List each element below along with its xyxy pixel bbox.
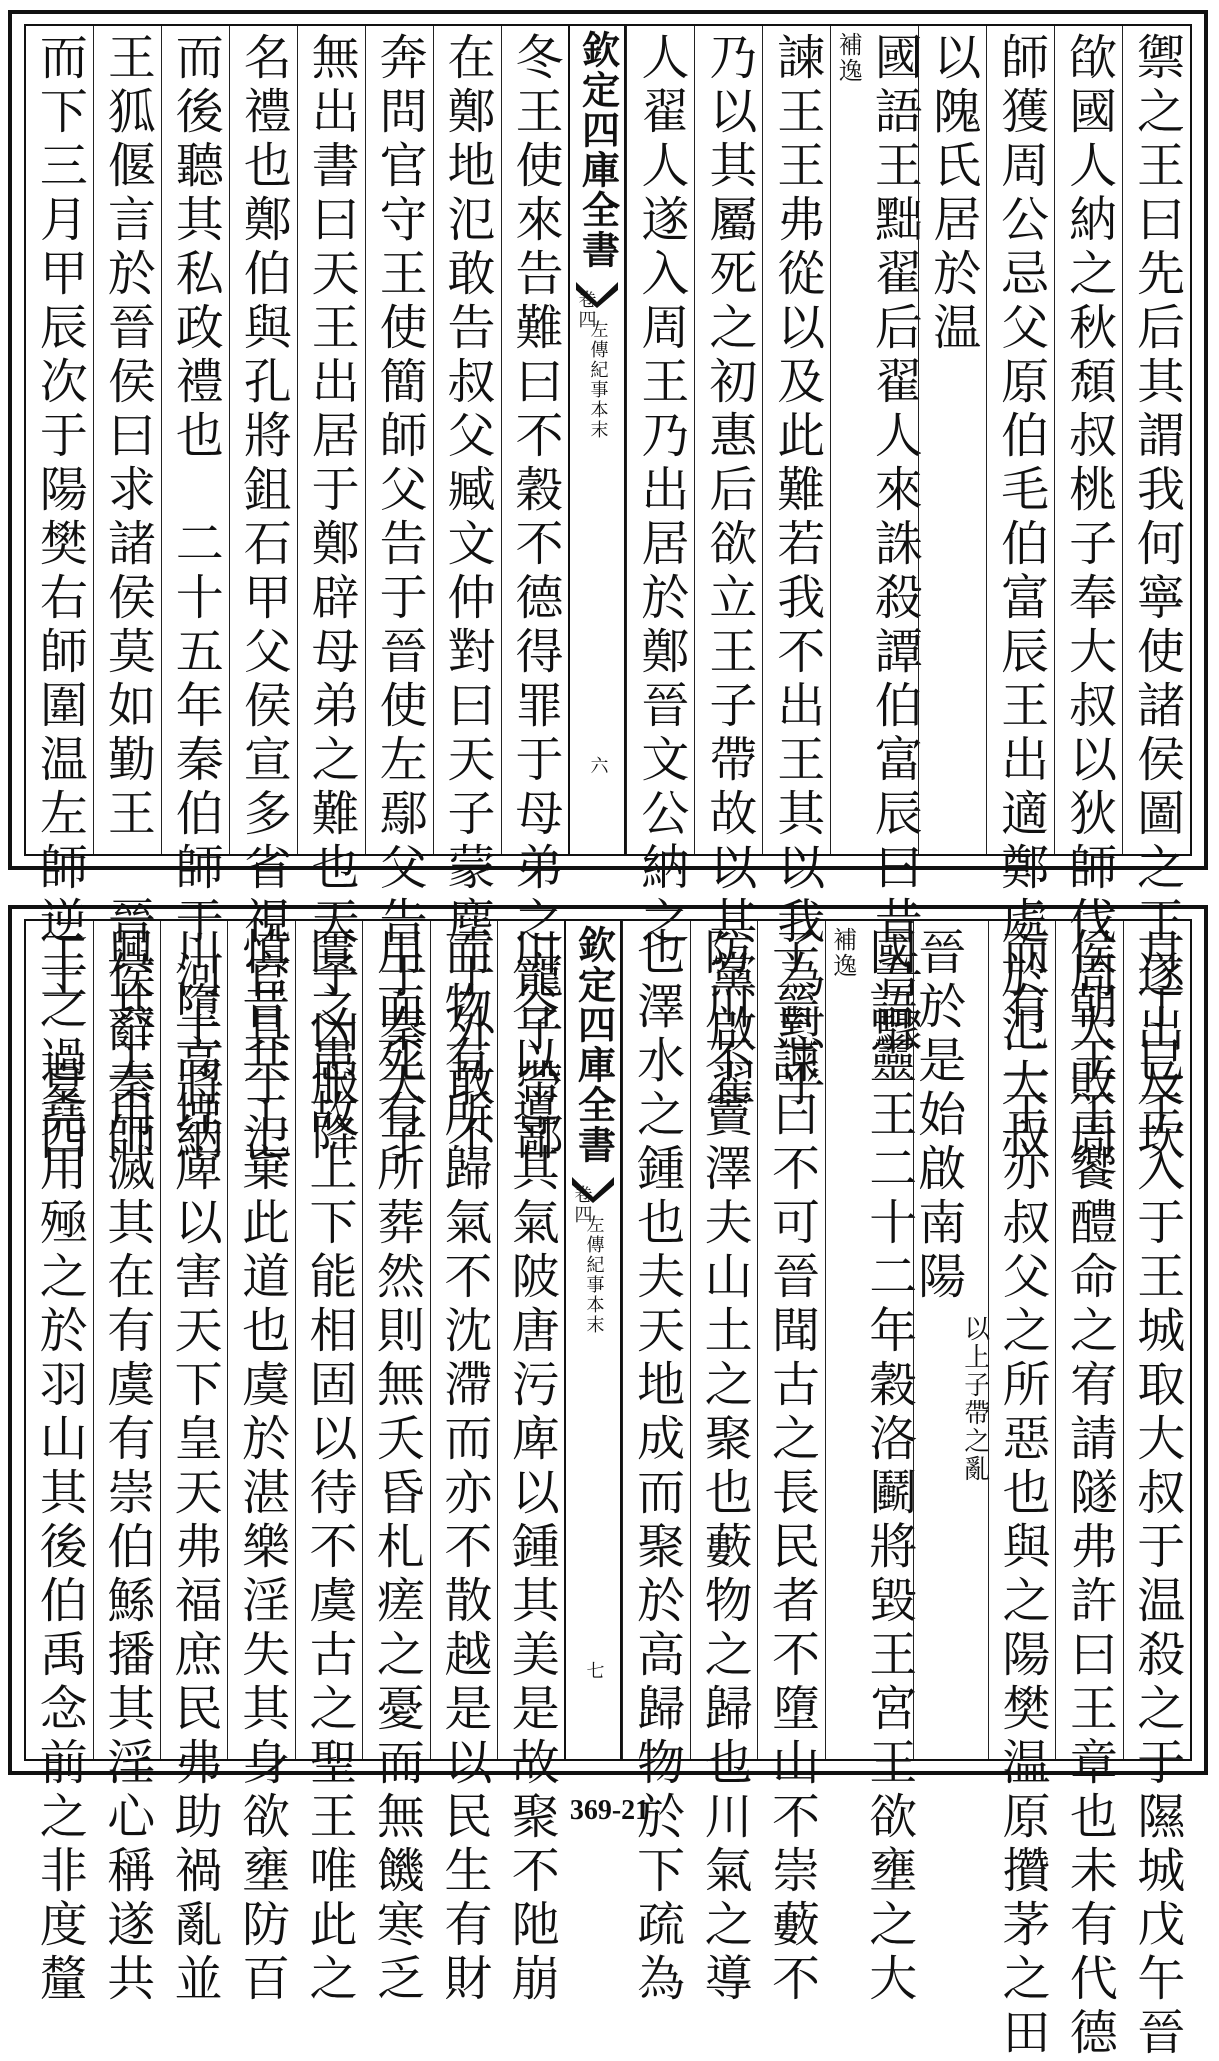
text-column	[918, 26, 986, 854]
column-text: 王狐偃言於晉侯曰求諸侯莫如勤王 晉侯辭秦師	[99, 32, 156, 1166]
column-text: 興共工用滅其在有虞有崇伯鯀播其淫心稱遂共	[98, 927, 155, 2007]
text-column	[93, 921, 160, 2007]
text-column	[825, 921, 917, 2007]
column-text: 而物有所歸氣不沈滯而亦不散越是以民生有財	[435, 927, 492, 2007]
text-column	[433, 26, 501, 1166]
book-title: 左傳紀事本末	[583, 1215, 605, 1335]
column-text: 師獲周公忌父原伯毛伯富辰王出適鄭處於氾大叔	[992, 32, 1049, 1166]
text-column	[229, 26, 297, 1166]
column-text: 工之過堯用殛之於羽山其後伯禹念前之非度釐	[31, 927, 88, 2007]
text-column	[1122, 26, 1190, 1166]
text-column	[161, 26, 229, 1166]
text-column	[430, 921, 497, 2007]
page-footer-number: 369-21	[569, 1795, 650, 1826]
text-column	[26, 921, 92, 2007]
volume-label: 卷四	[575, 290, 597, 330]
collection-title: 欽定四庫全書	[571, 925, 617, 1165]
column-text: 防川不竇澤夫山土之聚也藪物之歸也川氣之導	[696, 927, 753, 2007]
column-text: 乃以其屬死之初惠后欲立王子帶故以其黨啟翟	[700, 32, 757, 1112]
column-text: 川谷以導其氣陂唐污庳以鍾其美是故聚不阤崩	[503, 927, 560, 2007]
text-column	[622, 921, 689, 2007]
column-text: 用而死有所葬然則無夭昏札瘥之憂而無饑寒乏	[368, 927, 425, 2007]
text-column	[909, 921, 990, 1759]
text-column	[160, 921, 227, 2007]
text-column	[297, 26, 365, 1166]
collection-title: 欽定四庫全書	[575, 30, 621, 270]
text-column	[757, 921, 824, 2007]
leaf-number: 七	[583, 1661, 605, 1679]
column-text: 冬王使來告難曰不穀不德得罪于母弟之寵子帶鄙	[506, 32, 563, 1166]
text-column	[227, 921, 294, 2007]
column-text: 慎昔共工棄此道也虞於湛樂淫失其身欲壅防百	[233, 927, 290, 2007]
text-column	[986, 26, 1054, 1166]
page-gutter	[564, 921, 622, 1759]
text-column	[93, 26, 161, 1166]
column-text: 也澤水之鍾也夫天地成而聚於高歸物於下疏為	[628, 927, 685, 2007]
column-text: 晉於是始啟南陽	[909, 927, 966, 1305]
column-text: 而有二王亦叔父之所惡也與之陽樊温原攢茅之田	[993, 927, 1050, 2061]
page-gutter	[568, 26, 626, 854]
column-text: 禦之王曰先后其謂我何寧使諸侯圖之王遂出及坎	[1128, 32, 1185, 1166]
column-text: 人翟人遂入周王乃出居於鄭晉文公納之	[632, 32, 689, 950]
column-text: 而後聽其私政禮也 二十五年秦伯師于河上將納	[167, 32, 224, 1166]
column-text: 月丁巳王入于王城取大叔于温殺之于隰城戊午晉	[1128, 927, 1185, 2061]
text-column	[690, 921, 757, 2007]
text-column	[501, 26, 569, 1166]
supplement-tag: 補逸	[834, 32, 863, 84]
text-column	[295, 921, 362, 2007]
column-text: 無出書曰天王出居于鄭辟母弟之難也天子凶服降	[303, 32, 360, 1166]
section-note: 以上子帶之亂	[959, 1315, 990, 1483]
column-text: 欿國人納之秋頹叔桃子奉大叔以狄師伐周大敗周	[1060, 32, 1117, 1166]
text-column	[497, 921, 564, 2007]
text-column	[830, 26, 923, 1058]
column-text: 名禮也鄭伯與孔將鉏石甲父侯宣多省視官具于氾	[235, 32, 292, 1166]
volume-label: 卷四	[571, 1185, 593, 1225]
column-text: 國語靈王二十二年穀洛鬬將毀王宮王欲壅之大	[860, 927, 917, 2007]
text-column	[1123, 921, 1190, 2061]
column-text: 子晉諫曰不可晉聞古之長民者不墮山不崇藪不	[763, 927, 820, 2007]
supplement-tag: 補逸	[828, 927, 857, 979]
text-column	[626, 26, 694, 950]
column-text: 侯朝王王饗醴命之宥請隧弗許曰王章也未有代德	[1061, 927, 1118, 2061]
text-column	[988, 921, 1055, 2061]
leaf-number: 六	[587, 756, 609, 774]
text-column	[365, 26, 433, 1166]
text-column	[1055, 921, 1122, 2061]
column-text: 而下三月甲辰次于陽樊右師圍温左師逆王 夏四	[31, 32, 88, 1166]
column-text: 匱之患故上下能相固以待不虞古之聖王唯此之	[300, 927, 357, 2007]
text-column	[762, 26, 830, 1112]
text-column	[694, 26, 762, 1112]
text-column	[1054, 26, 1122, 1166]
column-text: 諫王王弗從以及此難若我不出王其以我為懟乎	[768, 32, 825, 1112]
column-text: 在鄭地氾敢告叔父臧文仲對曰天子蒙塵于外敢不	[439, 32, 496, 1166]
column-text: 奔問官守王使簡師父告于晉使左鄢父告于秦天子	[371, 32, 428, 1166]
column-text: 國語王黜翟后翟人來誅殺譚伯富辰曰昔吾驟	[866, 32, 923, 1058]
book-title: 左傳紀事本末	[587, 320, 609, 440]
column-text: 川墮高堙庳以害天下皇天弗福庶民弗助禍亂並	[166, 927, 223, 2007]
column-text: 以隗氏居於温	[924, 32, 981, 356]
text-column	[26, 26, 93, 1166]
text-column	[362, 921, 429, 2007]
